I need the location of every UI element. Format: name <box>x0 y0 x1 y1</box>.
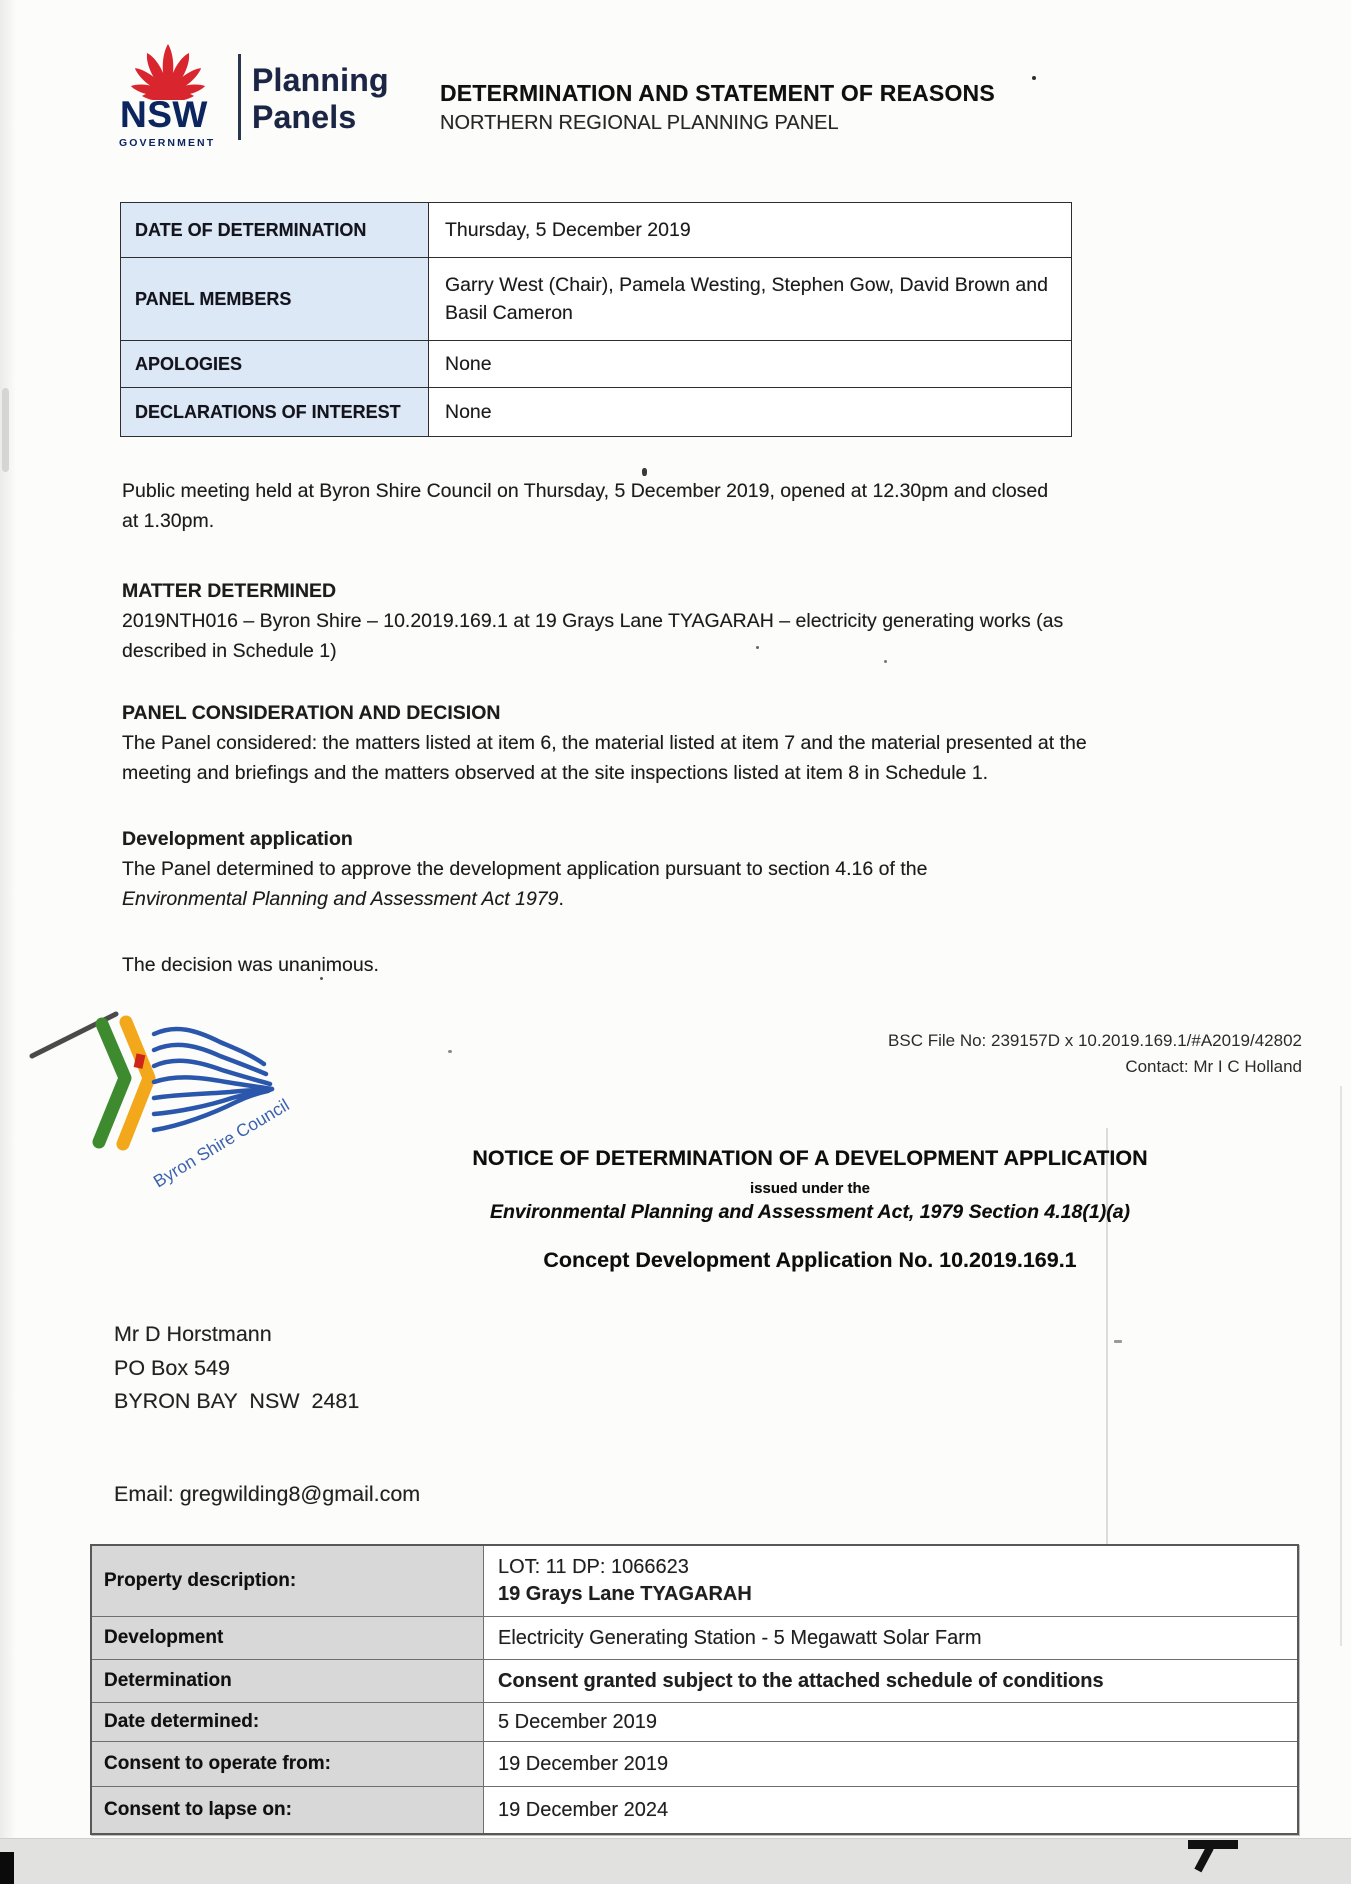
row-value: Consent granted subject to the attached schedule of conditions <box>498 1669 1104 1692</box>
nsw-waratah-logo-icon <box>116 20 220 100</box>
notice-block <box>320 1146 1300 1224</box>
document-title: DETERMINATION AND STATEMENT OF REASONS <box>440 80 995 106</box>
table-row <box>121 258 1071 341</box>
panel-consideration-heading: PANEL CONSIDERATION AND DECISION <box>122 702 501 724</box>
scan-speck <box>1032 76 1036 80</box>
development-application-body <box>122 854 1087 914</box>
notice-act-line: Environmental Planning and Assessment Act, 1979 Section 4.18(1)(a) <box>489 1201 1131 1223</box>
decision-paragraph: The decision was unanimous. <box>122 954 379 976</box>
table-row <box>92 1617 1297 1660</box>
matter-determined-body: 2019NTH016 – Byron Shire – 10.2019.169.1 at 19 Grays Lane TYAGARAH – electricity generating works (as described in Schedule 1) <box>122 610 1064 662</box>
table-row <box>121 388 1071 436</box>
row-value: Electricity Generating Station - 5 Megawatt Solar Farm <box>498 1626 982 1649</box>
logo-divider <box>238 54 241 140</box>
row-value <box>484 1546 1297 1616</box>
row-label: DECLARATIONS OF INTEREST <box>121 388 429 436</box>
public-meeting-paragraph: Public meeting held at Byron Shire Council on Thursday, 5 December 2019, opened at 12.30pm and closed at 1.30pm. <box>122 480 1049 532</box>
act-name-period: . <box>558 888 564 910</box>
matter-determined-heading: MATTER DETERMINED <box>122 580 337 602</box>
row-label: Development <box>92 1617 484 1659</box>
notice-title: NOTICE OF DETERMINATION OF A DEVELOPMENT APPLICATION <box>472 1146 1148 1170</box>
property-address: 19 Grays Lane TYAGARAH <box>498 1583 752 1605</box>
nsw-logo-text: NSW <box>120 94 208 135</box>
table-row <box>92 1787 1297 1833</box>
concept-application-no: Concept Development Application No. 10.2019.169.1 <box>543 1248 1077 1272</box>
notice-issued-under: issued under the <box>749 1180 871 1197</box>
byron-shire-council-logo-icon <box>22 992 294 1202</box>
row-value: Garry West (Chair), Pamela Westing, Stephen Gow, David Brown and Basil Cameron <box>445 274 1048 324</box>
scan-line-right-2 <box>1340 1086 1342 1646</box>
scan-mark-bottom-left <box>0 1852 14 1884</box>
row-value: 5 December 2019 <box>498 1710 657 1733</box>
row-value: 19 December 2024 <box>498 1798 669 1821</box>
document-subtitle: NORTHERN REGIONAL PLANNING PANEL <box>440 112 839 134</box>
table-row <box>121 341 1071 388</box>
table-row <box>121 203 1071 258</box>
row-label: Determination <box>92 1660 484 1702</box>
addressee-block <box>114 1318 359 1419</box>
scan-edge-left <box>0 0 16 1884</box>
addressee-city: BYRON BAY NSW 2481 <box>114 1389 360 1413</box>
panel-consideration-body: The Panel considered: the matters listed at item 6, the material listed at item 7 and the material presented at the meeting and briefings and the matters observed at the site inspections listed at item 8 in Schedule 1. <box>122 732 1087 784</box>
planning-panels-brand-line1: Planning <box>252 62 389 98</box>
scan-speck <box>642 468 647 476</box>
byron-logo-text: Byron Shire Council <box>149 1094 293 1192</box>
development-application-line1: The Panel determined to approve the development application pursuant to section 4.16 of the <box>122 858 928 880</box>
scan-mark-bottom-right-bar <box>1188 1840 1238 1849</box>
determination-table <box>120 202 1072 437</box>
property-table <box>90 1544 1299 1835</box>
row-value: None <box>445 401 492 423</box>
row-label: Property description: <box>92 1546 484 1616</box>
row-label: Consent to operate from: <box>92 1742 484 1786</box>
addressee-po-box: PO Box 549 <box>114 1355 230 1380</box>
act-name-italic: Environmental Planning and Assessment Act 1979 <box>122 888 559 910</box>
addressee-name: Mr D Horstmann <box>114 1322 272 1346</box>
row-label: Date determined: <box>92 1703 484 1741</box>
table-row <box>92 1742 1297 1787</box>
row-label: Consent to lapse on: <box>92 1787 484 1833</box>
table-row <box>92 1660 1297 1703</box>
scan-speck <box>1114 1340 1122 1343</box>
table-row <box>92 1546 1297 1617</box>
development-application-heading: Development application <box>122 828 353 850</box>
bsc-file-no: BSC File No: 239157D x 10.2019.169.1/#A2019/42802 <box>888 1031 1302 1050</box>
email-line: Email: gregwilding8@gmail.com <box>114 1482 421 1506</box>
row-value: Thursday, 5 December 2019 <box>445 219 691 241</box>
scan-band-bottom <box>0 1838 1351 1884</box>
row-label: DATE OF DETERMINATION <box>121 203 429 257</box>
planning-panels-brand-line2: Panels <box>252 99 357 135</box>
row-label: PANEL MEMBERS <box>121 258 429 340</box>
row-label: APOLOGIES <box>121 341 429 387</box>
row-value: 19 December 2019 <box>498 1752 669 1775</box>
property-lot-dp: LOT: 11 DP: 1066623 <box>498 1556 689 1578</box>
scan-speck <box>448 1050 452 1053</box>
application-number-line <box>320 1248 1300 1273</box>
table-row <box>92 1703 1297 1742</box>
scan-smudge-left <box>2 388 9 472</box>
nsw-government-text: GOVERNMENT <box>119 137 216 149</box>
row-value: None <box>445 353 492 375</box>
bsc-contact: Contact: Mr I C Holland <box>1125 1057 1302 1076</box>
development-application-line2 <box>122 884 1087 914</box>
file-reference-block <box>640 1028 1302 1080</box>
